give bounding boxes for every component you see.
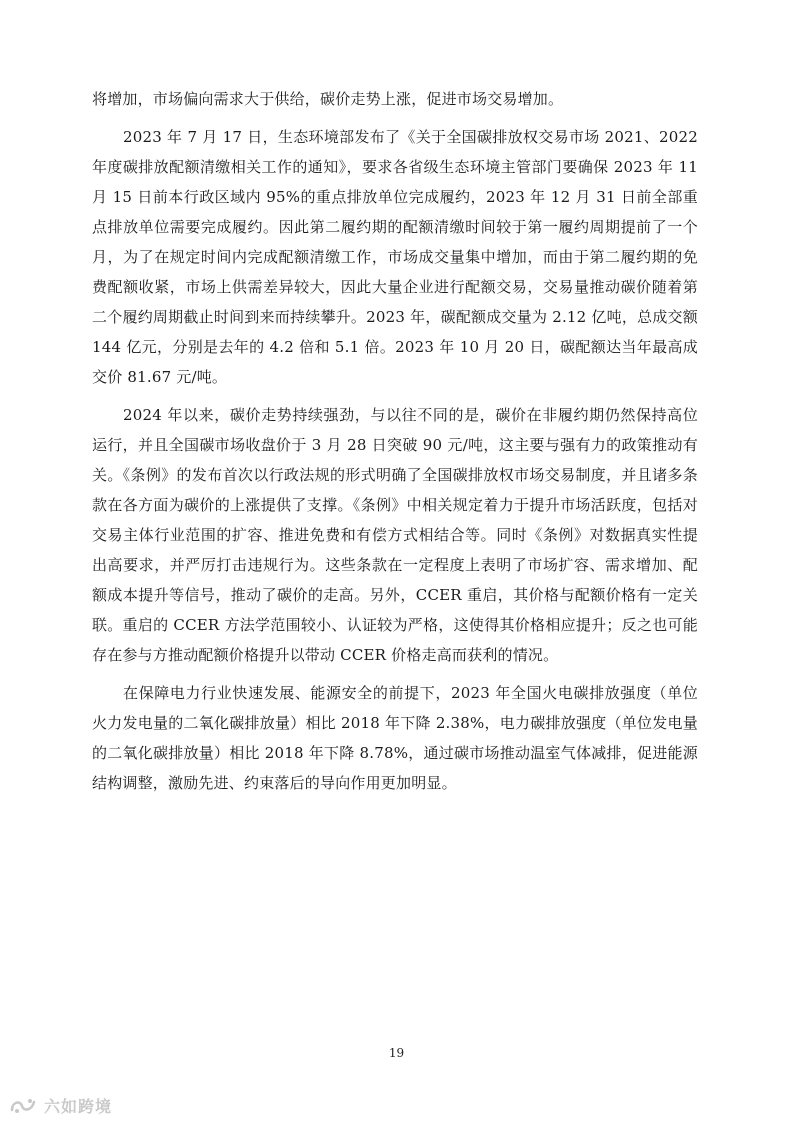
watermark (8, 1094, 112, 1117)
watermark-text: 六如跨境 (44, 1099, 113, 1116)
paragraph-emission-intensity: 在保障电力行业快速发展、能源安全的前提下，2023 年全国火电碳排放强度（单位火力发电量的二氧化碳排放量）相比 2018 年下降 2.38%，电力碳排放强度（单位发电量的二氧化碳排放量）相比 2018 年下降 8.78%，通过碳市场推动温室气体减排，促进能源结构调整，激励先进、约束落后的导向作用更加明显。 (92, 684, 698, 792)
paragraph-2024-carbon-price: 2024 年以来，碳价走势持续强劲，与以往不同的是，碳价在非履约期仍然保持高位运行，并且全国碳市场收盘价于 3 月 28 日突破 90 元/吨，这主要与强有力的政策推动有关。《条例》的发布首次以行政法规的形式明确了全国碳排放权市场交易制度，并且诸多条款在各方面为碳价的上涨提供了支撑。《条例》中相关规定着力于提升市场活跃度，包括对交易主体行业范围的扩容、推进免费和有偿方式相结合等。同时《条例》对数据真实性提出高要求，并严厉打击违规行为。这些条款在一定程度上表明了市场扩容、需求增加、配额成本提升等信号，推动了碳价的走高。另外，CCER 重启，其价格与配额价格有一定关联。重启的 CCER 方法学范围较小、认证较为严格，这使得其价格相应提升；反之也可能存在参与方推动配额价格提升以带动 CCER 价格走高而获利的情况。 (92, 406, 698, 664)
paragraph-compliance-notice: 2023 年 7 月 17 日，生态环境部发布了《关于全国碳排放权交易市场 2021、2022 年度碳排放配额清缴相关工作的通知》，要求各省级生态环境主管部门要确保 2023 年 11 月 15 日前本行政区域内 95%的重点排放单位完成履约，2023 年 12 月 31 日前全部重点排放单位需要完成履约。因此第二履约期的配额清缴时间较于第一履约周期提前了一个月，为了在规定时间内完成配额清缴工作，市场成交量集中增加，而由于第二履约期的免费配额收紧，市场上供需差异较大，因此大量企业进行配额交易，交易量推动碳价随着第二个履约周期截止时间到来而持续攀升。2023 年，碳配额成交量为 2.12 亿吨，总成交额 144 亿元，分别是去年的 4.2 倍和 5.1 倍。2023 年 10 月 20 日，碳配额达当年最高成交价 81.67 元/吨。 (92, 128, 698, 386)
document-body (92, 84, 698, 798)
page-number: 19 (388, 1046, 405, 1060)
paragraph-continuation: 将增加，市场偏向需求大于供给，碳价走势上涨，促进市场交易增加。 (92, 90, 564, 108)
watermark-logo-icon (8, 1096, 38, 1116)
